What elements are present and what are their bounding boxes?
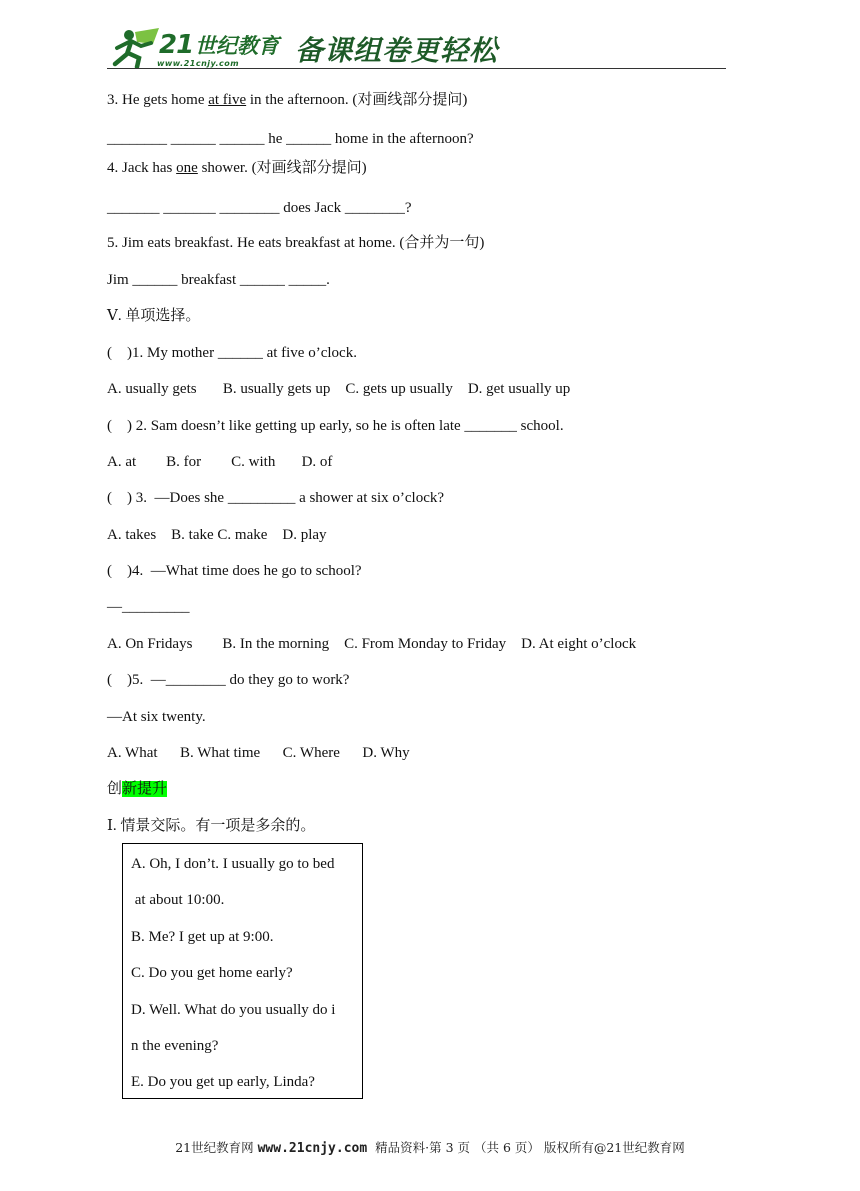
mc-answer-4: —_________ bbox=[107, 599, 190, 615]
dialogue-option-c: C. Do you get home early? bbox=[131, 965, 293, 981]
mc-question-4: ( )4. —What time does he go to school? bbox=[107, 563, 362, 579]
question-4: 4. Jack has one shower. (对画线部分提问) bbox=[107, 160, 367, 176]
logo-url: www.21cnjy.com bbox=[157, 59, 240, 68]
logo-text: 世纪教育 bbox=[195, 34, 279, 58]
innovation-heading: 创新提升 bbox=[107, 781, 168, 797]
logo-number: 21 bbox=[159, 30, 194, 60]
dialogue-option-a: A. Oh, I don’t. I usually go to bed bbox=[131, 856, 335, 872]
mc-options-1: A. usually gets B. usually gets up C. gets up usually D. get usually up bbox=[107, 381, 571, 397]
question-3: 3. He gets home at five in the afternoon. (对画线部分提问) bbox=[107, 92, 468, 108]
page-footer: 21世纪教育网 www.21cnjy.com 精品资料·第 3 页 （共 6 页） 版权所有@21世纪教育网 bbox=[175, 1140, 685, 1156]
question-3-blank: ________ ______ ______ he ______ home in the afternoon? bbox=[107, 131, 474, 147]
header bbox=[107, 22, 727, 72]
header-divider bbox=[107, 68, 726, 69]
header-slogan: 备课组卷更轻松 bbox=[295, 34, 499, 67]
highlighted-text: 新提升 bbox=[122, 781, 168, 797]
mc-options-3: A. takes B. take C. make D. play bbox=[107, 527, 327, 543]
question-5-blank: Jim ______ breakfast ______ _____. bbox=[107, 272, 330, 288]
dialogue-option-d: D. Well. What do you usually do i bbox=[131, 1002, 336, 1018]
mc-options-5: A. What B. What time C. Where D. Why bbox=[107, 745, 410, 761]
mc-question-5: ( )5. —________ do they go to work? bbox=[107, 672, 350, 688]
dialogue-option-e: E. Do you get up early, Linda? bbox=[131, 1074, 315, 1090]
section-heading-1: Ⅰ. 情景交际。有一项是多余的。 bbox=[107, 818, 316, 834]
question-4-blank: _______ _______ ________ does Jack ________? bbox=[107, 200, 412, 216]
underlined-phrase: at five bbox=[208, 92, 247, 108]
dialogue-option-a-cont: at about 10:00. bbox=[131, 892, 225, 908]
mc-question-1: ( )1. My mother ______ at five o’clock. bbox=[107, 345, 357, 361]
mc-question-2: ( ) 2. Sam doesn’t like getting up early, so he is often late _______ school. bbox=[107, 418, 564, 434]
dialogue-option-d-cont: n the evening? bbox=[131, 1038, 219, 1054]
question-5: 5. Jim eats breakfast. He eats breakfast at home. (合并为一句) bbox=[107, 235, 485, 251]
mc-options-2: A. at B. for C. with D. of bbox=[107, 454, 333, 470]
section-heading-5: Ⅴ. 单项选择。 bbox=[107, 308, 201, 324]
dialogue-options-box bbox=[122, 843, 363, 1099]
mc-answer-5: —At six twenty. bbox=[107, 709, 206, 725]
footer-site: www.21cnjy.com bbox=[257, 1141, 368, 1156]
dialogue-option-b: B. Me? I get up at 9:00. bbox=[131, 929, 274, 945]
underlined-phrase: one bbox=[176, 160, 198, 176]
mc-question-3: ( ) 3. —Does she _________ a shower at six o’clock? bbox=[107, 490, 445, 506]
mc-options-4: A. On Fridays B. In the morning C. From Monday to Friday D. At eight o’clock bbox=[107, 636, 637, 652]
